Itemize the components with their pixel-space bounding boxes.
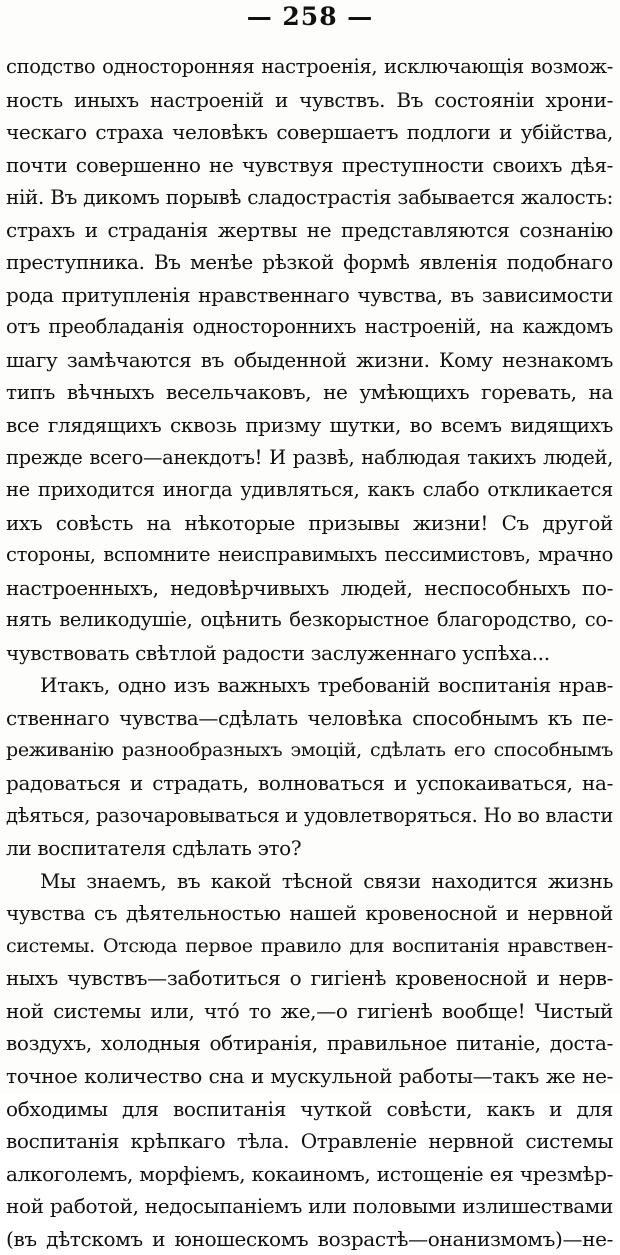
text-line: прежде всего—анекдотъ! И развѣ, наблюдая такихъ людей, <box>6 445 613 469</box>
text-line: ственнаго чувства—сдѣлать человѣка способнымъ къ пе- <box>6 705 613 730</box>
text-line: чувствовать свѣтлой радости заслуженнаго успѣха... <box>6 640 550 665</box>
text-line: ной системы или, что́ то же,—о гигіенѣ вообще! Чистый <box>6 998 613 1023</box>
text-line: обходимы для воспитанія чуткой совѣсти, какъ и для <box>6 1096 613 1121</box>
text-line: типъ вѣчныхъ весельчаковъ, не умѣющихъ горевать, на <box>6 380 613 405</box>
text-line: страхъ и страданія жертвы не представляются сознанію <box>6 217 613 242</box>
text-line: (въ дѣтскомъ и юношескомъ возрастѣ—онанизмомъ)—не- <box>6 1226 613 1251</box>
body-text <box>6 51 613 1255</box>
text-line: чувства съ дѣятельностью нашей кровеносной и нервной <box>6 901 613 926</box>
text-line: точное количество сна и мускульной работы—такъ же не- <box>6 1063 613 1088</box>
text-line: алкоголемъ, морфіемъ, кокаиномъ, истощеніе ея чрезмѣр- <box>6 1161 613 1186</box>
text-line: отъ преобладанія одностороннихъ настроеній, на каждомъ <box>6 315 613 339</box>
text-line: преступника. Въ менѣе рѣзкой формѣ явленія подобнаго <box>6 250 613 275</box>
text-line: воздухъ, холодныя обтиранія, правильное питаніе, доста- <box>6 1031 613 1056</box>
text-line: стороны, вспомните неисправимыхъ пессимистовъ, мрачно <box>6 543 613 567</box>
text-line: дѣяться, разочаровываться и удовлетворяться. Но во власти <box>6 803 613 827</box>
text-line: почти совершенно не чувствуя преступности своихъ дѣя- <box>6 152 613 177</box>
text-line: реживанію разнообразныхъ эмоцій, сдѣлать его способнымъ <box>6 739 613 762</box>
text-line: сподство односторонняя настроенія, исключающія возмож- <box>6 55 613 78</box>
text-line: Мы знаемъ, въ какой тѣсной связи находится жизнь <box>40 868 613 893</box>
text-line: воспитанія крѣпкаго тѣла. Отравленіе нервной системы <box>6 1129 613 1154</box>
text-line: ческаго страха человѣкъ совершаетъ подлоги и убійства, <box>6 120 613 145</box>
text-line: нять великодушіе, оцѣнить безкорыстное благородство, со- <box>6 608 613 632</box>
text-line: не приходится иногда удивляться, какъ слабо откликается <box>6 478 613 502</box>
text-line: ли воспитателя сдѣлать это? <box>6 836 302 861</box>
text-line: ній. Въ дикомъ порывѣ сладострастія забывается жалость: <box>6 185 613 210</box>
text-line: ныхъ чувствъ—заботиться о гигіенѣ кровеносной и нерв- <box>6 966 613 991</box>
text-line: Итакъ, одно изъ важныхъ требованій воспитанія нрав- <box>40 673 613 698</box>
text-line: настроенныхъ, недовѣрчивыхъ людей, неспособныхъ по- <box>6 575 613 600</box>
text-line: системы. Отсюда первое правило для воспитанія нравствен- <box>6 934 613 957</box>
text-line: ность иныхъ настроеній и чувствъ. Въ состояніи хрони- <box>6 87 613 112</box>
text-line: ной работой, недосыпаніемъ или половыми излишествами <box>6 1194 613 1219</box>
text-line: рода притупленія нравственнаго чувства, въ зависимости <box>6 282 613 307</box>
text-line: шагу замѣчаются въ обыденной жизни. Кому незнакомъ <box>6 347 613 372</box>
text-line: радоваться и страдать, волноваться и успокаиваться, на- <box>6 771 613 796</box>
text-line: все глядящихъ сквозь призму шутки, во всемъ видящихъ <box>6 413 613 438</box>
text-line: ихъ совѣсть на нѣкоторые призывы жизни! Съ другой <box>6 510 613 535</box>
page-number: — 258 — <box>246 2 374 31</box>
